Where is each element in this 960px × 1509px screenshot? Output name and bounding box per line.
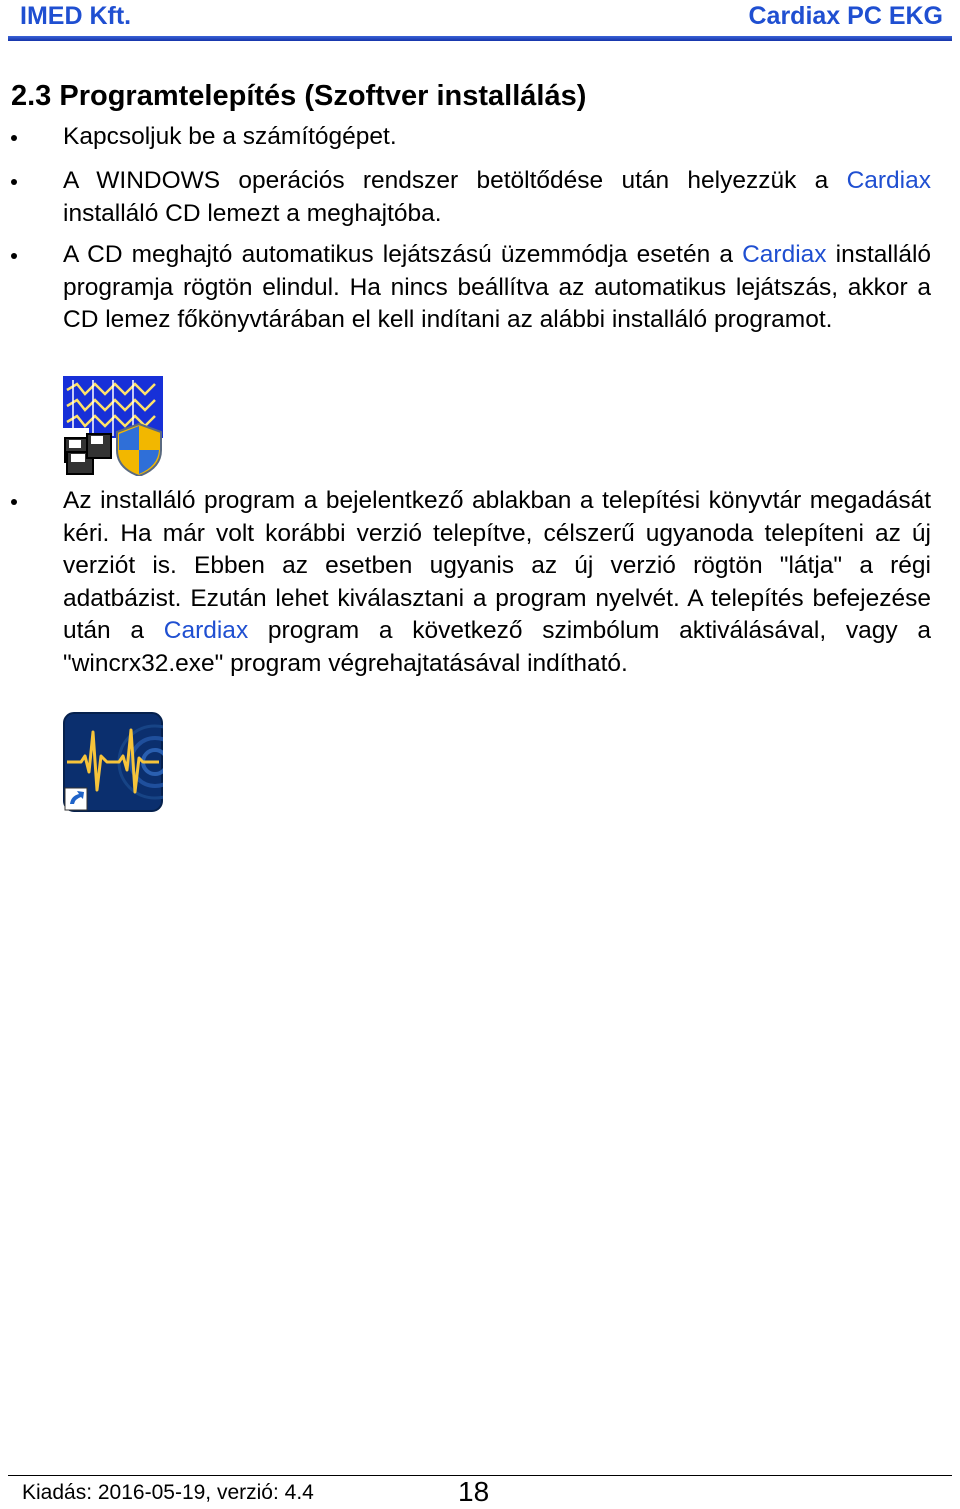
list-item	[0, 121, 960, 154]
list-item-text-pre: Az installáló program a bejelentkező ablakban a telepítési könyvtár megadását kéri. Ha már volt korábbi verzió telepítve, célszerű ugyanoda telepíteni az új verziót is. Ebben az esetben ugyanis az új verzió rögtön "látja" a régi adatbázist. Ezután lehet kiválasztani a program nyelvét. A telepítés befejezése után a	[63, 487, 931, 644]
list-item-text-post: installáló programja rögtön elindul. Ha nincs beállítva az automatikus lejátszás, akkor a CD lemez főkönyvtárában el kell indítani az alábbi installáló programot.	[63, 241, 932, 333]
bullet-dot-icon	[11, 253, 17, 259]
bullet-dot-icon	[11, 135, 17, 141]
header-left-title: IMED Kft.	[20, 2, 132, 30]
list-item-text: Kapcsoljuk be a számítógépet.	[63, 123, 397, 150]
list-item	[0, 165, 960, 230]
setup-installer-icon[interactable]	[63, 376, 163, 476]
list-item-text-pre: A CD meghajtó automatikus lejátszású üzemmódja esetén a	[63, 241, 743, 268]
header-rule	[8, 36, 952, 41]
section-title: 2.3 Programtelepítés (Szoftver installálás)	[11, 80, 587, 112]
header-right-title: Cardiax PC EKG	[748, 2, 943, 30]
cardiax-ecg-shortcut-icon[interactable]	[63, 712, 163, 812]
list-item	[0, 239, 960, 337]
bullet-dot-icon	[11, 179, 17, 185]
list-item	[0, 485, 960, 680]
cardiax-highlight: Cardiax	[163, 617, 249, 644]
list-item-text-post: program a következő szimbólum aktiválásával, vagy a "wincrx32.exe" program végrehajtatásával indítható.	[63, 617, 931, 677]
page-number: 18	[458, 1476, 490, 1507]
list-item-text-post: installáló CD lemezt a meghajtóba.	[63, 199, 442, 227]
cardiax-highlight: Cardiax	[742, 241, 827, 268]
cardiax-highlight: Cardiax	[846, 167, 931, 194]
footer-edition: Kiadás: 2016-05-19, verzió: 4.4	[22, 1481, 314, 1504]
bullet-dot-icon	[11, 499, 17, 505]
list-item-text-pre: A WINDOWS operációs rendszer betöltődése után helyezzük a	[63, 167, 847, 194]
